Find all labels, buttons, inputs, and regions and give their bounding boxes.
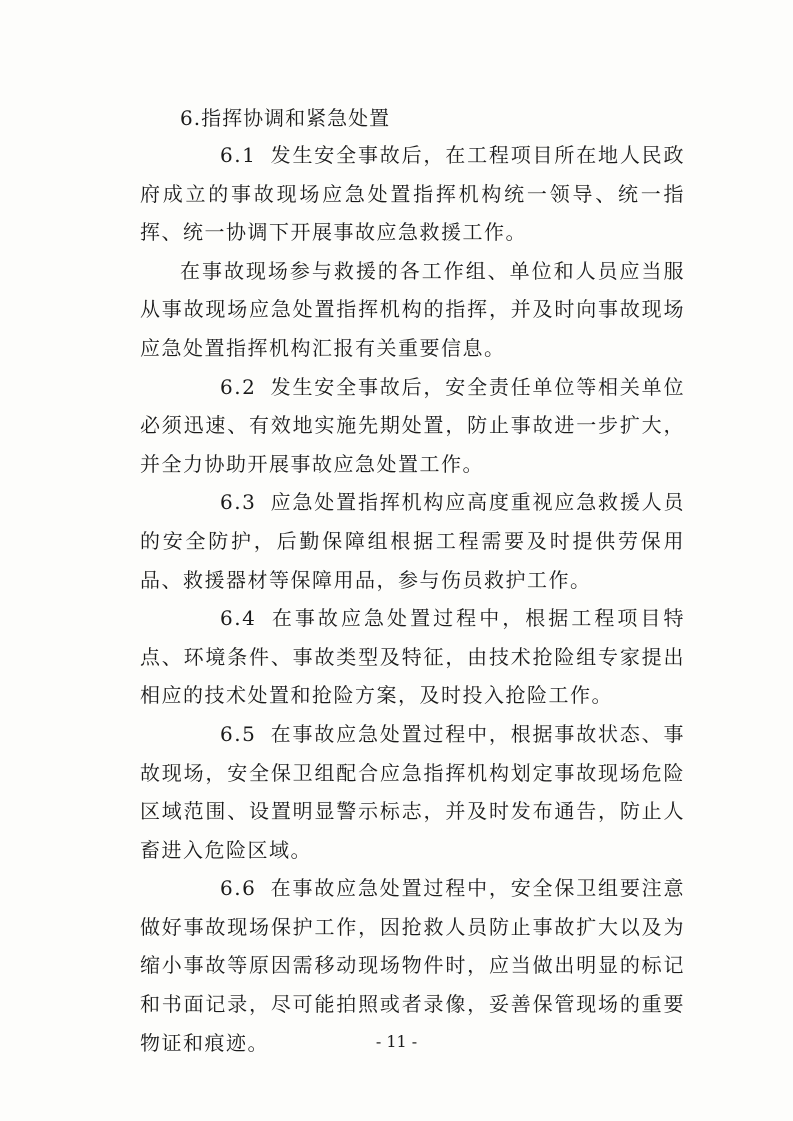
paragraph-text: 在事故应急处置过程中，根据事故状态、事故现场，安全保卫组配合应急指挥机构划定事故现场危险区域范围、设置明显警示标志，并及时发布通告，防止人畜进入危险区域。 xyxy=(140,721,685,862)
paragraph-6-1 xyxy=(140,136,685,252)
paragraph-6-1-continued xyxy=(140,252,685,368)
clause-number: 6.2 xyxy=(220,374,257,399)
paragraph-6-4 xyxy=(140,599,685,715)
paragraph-text: 在事故现场参与救援的各工作组、单位和人员应当服从事故现场应急处置指挥机构的指挥，并及时向事故现场应急处置指挥机构汇报有关重要信息。 xyxy=(140,258,685,360)
clause-number: 6.3 xyxy=(220,490,257,515)
page-number: - 11 - xyxy=(375,1032,418,1051)
section-heading: 6.指挥协调和紧急处置 xyxy=(180,106,391,130)
paragraph-text: 发生安全事故后，在工程项目所在地人民政府成立的事故现场应急处置指挥机构统一领导、统一指挥、统一协调下开展事故应急救援工作。 xyxy=(140,143,685,245)
clause-number: 6.4 xyxy=(220,606,257,631)
paragraph-6-5 xyxy=(140,715,685,869)
clause-number: 6.1 xyxy=(220,143,257,167)
paragraph-text: 在事故应急处置过程中，安全保卫组要注意做好事故现场保护工作，因抢救人员防止事故扩大以及为缩小事故等原因需移动现场物件时，应当做出明显的标记和书面记录，尽可能拍照或者录像，妥善保管现场的重要物证和痕迹。 xyxy=(140,876,685,1055)
paragraph-6-3 xyxy=(140,483,685,599)
clause-number: 6.5 xyxy=(220,721,257,746)
paragraph-text: 发生安全事故后，安全责任单位等相关单位必须迅速、有效地实施先期处置，防止事故进一步扩大，并全力协助开展事故应急处置工作。 xyxy=(140,374,685,476)
document-body xyxy=(140,100,685,1062)
clause-number: 6.6 xyxy=(220,876,257,901)
paragraph-6-2 xyxy=(140,368,685,484)
paragraph-text: 在事故应急处置过程中，根据工程项目特点、环境条件、事故类型及特征，由技术抢险组专家提出相应的技术处置和抢险方案，及时投入抢险工作。 xyxy=(140,606,685,708)
paragraph-text: 应急处置指挥机构应高度重视应急救援人员的安全防护，后勤保障组根据工程需要及时提供劳保用品、救援器材等保障用品，参与伤员救护工作。 xyxy=(140,490,685,592)
